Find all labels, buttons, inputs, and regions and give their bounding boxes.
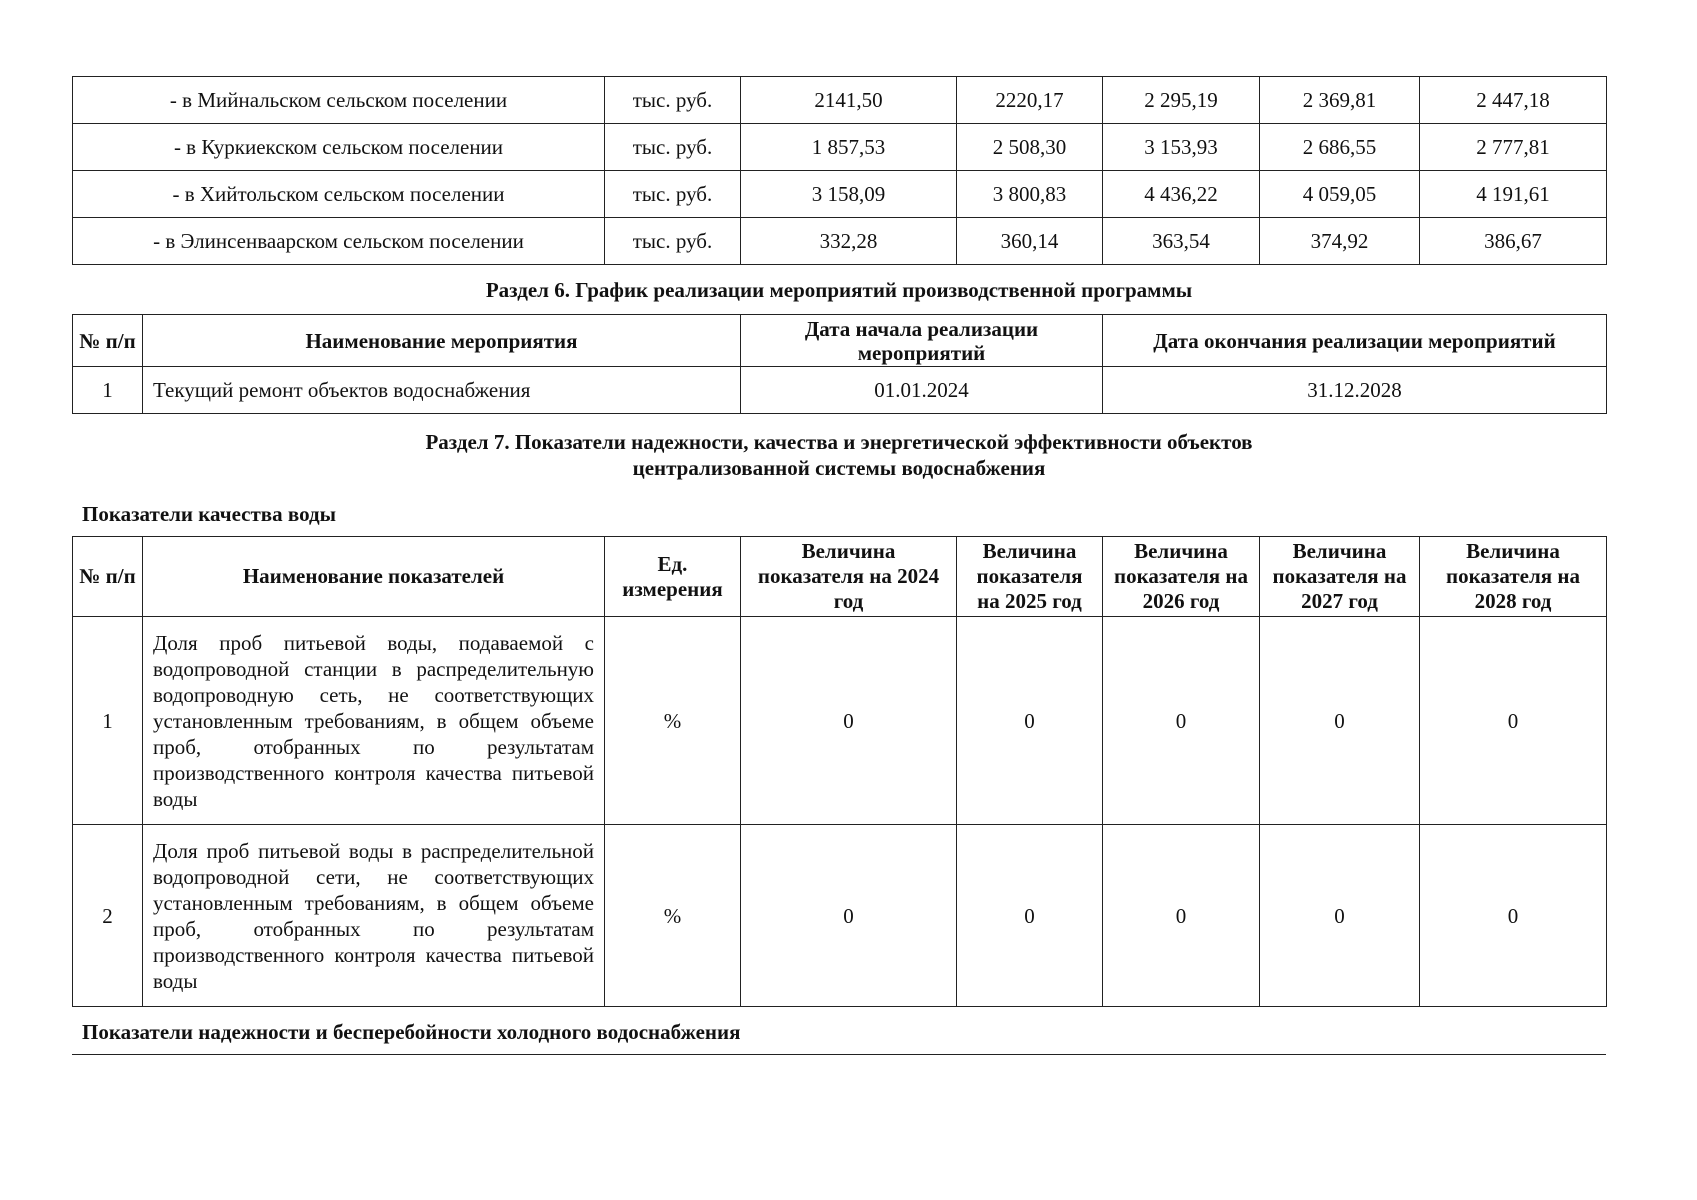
unit-cell: тыс. руб.: [605, 77, 741, 124]
value-cell: 2220,17: [957, 77, 1103, 124]
value-cell: 332,28: [741, 218, 957, 265]
table-row: [73, 124, 1607, 171]
table-row: [73, 218, 1607, 265]
header-2025: Величина показателя на 2025 год: [957, 537, 1103, 617]
value-cell: 3 800,83: [957, 171, 1103, 218]
value-cell: 4 059,05: [1260, 171, 1420, 218]
value-cell: 2141,50: [741, 77, 957, 124]
unit-cell: %: [605, 825, 741, 1007]
value-cell: 2 686,55: [1260, 124, 1420, 171]
value-cell: 0: [957, 617, 1103, 825]
settlement-name: - в Куркиекском сельском поселении: [73, 124, 605, 171]
header-2024: Величина показателя на 2024 год: [741, 537, 957, 617]
header-num: № п/п: [73, 537, 143, 617]
header-2026: Величина показателя на 2026 год: [1103, 537, 1260, 617]
header-unit: Ед. измерения: [605, 537, 741, 617]
value-cell: 4 436,22: [1103, 171, 1260, 218]
header-end-date: Дата окончания реализации мероприятий: [1103, 315, 1607, 367]
value-cell: 2 295,19: [1103, 77, 1260, 124]
divider-line: [72, 1054, 1606, 1055]
header-indicator-name: Наименование показателей: [143, 537, 605, 617]
settlement-name: - в Хийтольском сельском поселении: [73, 171, 605, 218]
schedule-table: [72, 314, 1607, 414]
row-num: 1: [73, 367, 143, 414]
value-cell: 374,92: [1260, 218, 1420, 265]
value-cell: 3 153,93: [1103, 124, 1260, 171]
header-2028: Величина показателя на 2028 год: [1420, 537, 1607, 617]
unit-cell: %: [605, 617, 741, 825]
value-cell: 3 158,09: [741, 171, 957, 218]
header-event-name: Наименование мероприятия: [143, 315, 741, 367]
indicator-name: Доля проб питьевой воды, подаваемой с водопроводной станции в распределительную водопроводную сеть, не соответствующих установленным требованиям, в общем объеме проб, отобранных по результатам производственного контроля качества питьевой воды: [143, 617, 605, 825]
unit-cell: тыс. руб.: [605, 171, 741, 218]
value-cell: 2 508,30: [957, 124, 1103, 171]
section-6-title: Раздел 6. График реализации мероприятий производственной программы: [485, 278, 1193, 302]
value-cell: 360,14: [957, 218, 1103, 265]
end-date: 31.12.2028: [1103, 367, 1607, 414]
indicator-name: Доля проб питьевой воды в распределительной водопроводной сети, не соответствующих установленным требованиям, в общем объеме проб, отобранных по результатам производственного контроля качества питьевой воды: [143, 825, 605, 1007]
table-row: [73, 825, 1607, 1007]
value-cell: 386,67: [1420, 218, 1607, 265]
section-7-title-line-2: централизованной системы водоснабжения: [632, 456, 1046, 480]
value-cell: 0: [957, 825, 1103, 1007]
table-row: [73, 617, 1607, 825]
event-name: Текущий ремонт объектов водоснабжения: [143, 367, 741, 414]
value-cell: 0: [1103, 617, 1260, 825]
value-cell: 0: [741, 825, 957, 1007]
value-cell: 0: [741, 617, 957, 825]
header-start-date: Дата начала реализации мероприятий: [741, 315, 1103, 367]
value-cell: 0: [1420, 825, 1607, 1007]
unit-cell: тыс. руб.: [605, 218, 741, 265]
value-cell: 0: [1260, 825, 1420, 1007]
section-7-title-line-1: Раздел 7. Показатели надежности, качества и энергетической эффективности объектов: [425, 430, 1253, 454]
header-num: № п/п: [73, 315, 143, 367]
value-cell: 0: [1260, 617, 1420, 825]
value-cell: 2 777,81: [1420, 124, 1607, 171]
value-cell: 0: [1103, 825, 1260, 1007]
table-row: [73, 77, 1607, 124]
table-header-row: [73, 537, 1607, 617]
reliability-subtitle: Показатели надежности и бесперебойности холодного водоснабжения: [82, 1020, 741, 1044]
settlement-name: - в Мийнальском сельском поселении: [73, 77, 605, 124]
value-cell: 4 191,61: [1420, 171, 1607, 218]
table-row: [73, 171, 1607, 218]
quality-subtitle: Показатели качества воды: [82, 502, 336, 526]
document-page: [72, 76, 1606, 1055]
value-cell: 0: [1420, 617, 1607, 825]
header-2027: Величина показателя на 2027 год: [1260, 537, 1420, 617]
value-cell: 1 857,53: [741, 124, 957, 171]
settlements-cost-table: [72, 76, 1607, 265]
row-num: 1: [73, 617, 143, 825]
table-header-row: [73, 315, 1607, 367]
water-quality-table: [72, 536, 1607, 1007]
unit-cell: тыс. руб.: [605, 124, 741, 171]
start-date: 01.01.2024: [741, 367, 1103, 414]
row-num: 2: [73, 825, 143, 1007]
settlement-name: - в Элинсенваарском сельском поселении: [73, 218, 605, 265]
value-cell: 363,54: [1103, 218, 1260, 265]
table-row: [73, 367, 1607, 414]
value-cell: 2 369,81: [1260, 77, 1420, 124]
value-cell: 2 447,18: [1420, 77, 1607, 124]
